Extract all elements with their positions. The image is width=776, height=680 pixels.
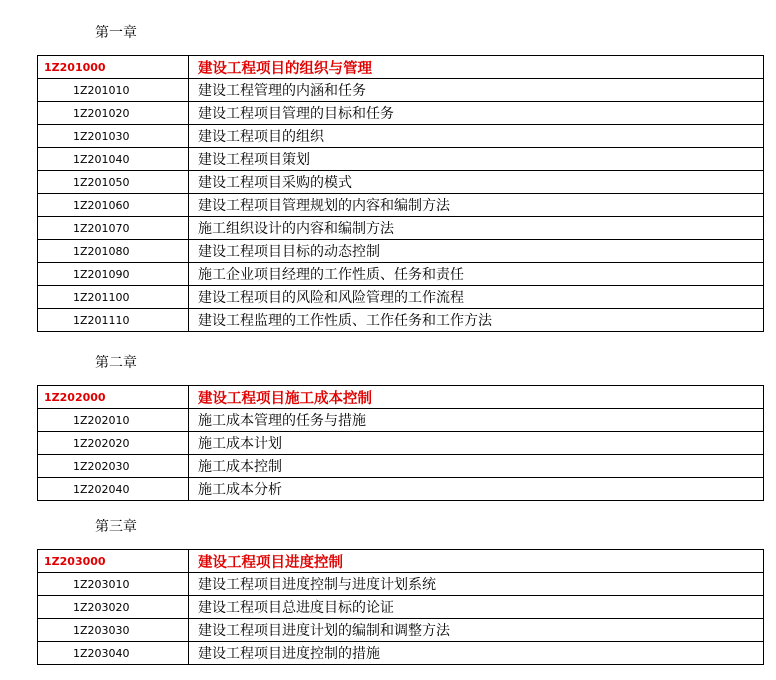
chapter-2-label: 第二章 — [95, 355, 137, 371]
row-code: 1Z202040 — [38, 478, 189, 501]
table-row — [38, 309, 764, 332]
row-code: 1Z201060 — [38, 194, 189, 217]
row-title: 建设工程项目管理规划的内容和编制方法 — [189, 194, 764, 217]
table-row — [38, 619, 764, 642]
row-title: 施工成本分析 — [189, 478, 764, 501]
table-row — [38, 478, 764, 501]
table-row — [38, 194, 764, 217]
row-title: 施工企业项目经理的工作性质、任务和责任 — [189, 263, 764, 286]
table-row — [38, 125, 764, 148]
table-row — [38, 148, 764, 171]
table-row — [38, 263, 764, 286]
table-row — [38, 642, 764, 665]
row-code: 1Z201080 — [38, 240, 189, 263]
row-title: 建设工程项目的组织 — [189, 125, 764, 148]
row-code: 1Z202010 — [38, 409, 189, 432]
row-code: 1Z203040 — [38, 642, 189, 665]
row-code: 1Z202020 — [38, 432, 189, 455]
row-code: 1Z203010 — [38, 573, 189, 596]
table-row — [38, 217, 764, 240]
row-title: 建设工程项目管理的目标和任务 — [189, 102, 764, 125]
section-code: 1Z202000 — [38, 386, 189, 409]
row-code: 1Z201090 — [38, 263, 189, 286]
section-title: 建设工程项目进度控制 — [189, 550, 764, 573]
section-code: 1Z203000 — [38, 550, 189, 573]
table-row — [38, 432, 764, 455]
row-code: 1Z201040 — [38, 148, 189, 171]
section-code: 1Z201000 — [38, 56, 189, 79]
table-row — [38, 455, 764, 478]
chapter-3-table — [37, 549, 764, 665]
table-row — [38, 79, 764, 102]
row-title: 建设工程项目总进度目标的论证 — [189, 596, 764, 619]
table-row — [38, 409, 764, 432]
row-title: 施工组织设计的内容和编制方法 — [189, 217, 764, 240]
chapter-1-label: 第一章 — [95, 25, 137, 41]
table-row — [38, 286, 764, 309]
chapter-2-table — [37, 385, 764, 501]
section-header-row — [38, 386, 764, 409]
row-code: 1Z201010 — [38, 79, 189, 102]
row-code: 1Z201110 — [38, 309, 189, 332]
row-title: 建设工程项目策划 — [189, 148, 764, 171]
section-title: 建设工程项目施工成本控制 — [189, 386, 764, 409]
row-title: 建设工程项目进度控制与进度计划系统 — [189, 573, 764, 596]
row-title: 建设工程项目采购的模式 — [189, 171, 764, 194]
row-title: 建设工程项目进度计划的编制和调整方法 — [189, 619, 764, 642]
table-row — [38, 102, 764, 125]
row-title: 施工成本管理的任务与措施 — [189, 409, 764, 432]
section-title: 建设工程项目的组织与管理 — [189, 56, 764, 79]
row-code: 1Z201050 — [38, 171, 189, 194]
row-code: 1Z201070 — [38, 217, 189, 240]
table-row — [38, 596, 764, 619]
chapter-3-label: 第三章 — [95, 519, 137, 535]
row-title: 建设工程项目目标的动态控制 — [189, 240, 764, 263]
row-code: 1Z203030 — [38, 619, 189, 642]
table-row — [38, 171, 764, 194]
row-title: 建设工程监理的工作性质、工作任务和工作方法 — [189, 309, 764, 332]
row-code: 1Z202030 — [38, 455, 189, 478]
row-title: 施工成本控制 — [189, 455, 764, 478]
row-title: 建设工程项目的风险和风险管理的工作流程 — [189, 286, 764, 309]
chapter-1-table — [37, 55, 764, 332]
row-code: 1Z201100 — [38, 286, 189, 309]
section-header-row — [38, 550, 764, 573]
row-code: 1Z203020 — [38, 596, 189, 619]
table-row — [38, 240, 764, 263]
row-title: 施工成本计划 — [189, 432, 764, 455]
row-title: 建设工程管理的内涵和任务 — [189, 79, 764, 102]
section-header-row — [38, 56, 764, 79]
row-code: 1Z201020 — [38, 102, 189, 125]
row-title: 建设工程项目进度控制的措施 — [189, 642, 764, 665]
row-code: 1Z201030 — [38, 125, 189, 148]
table-row — [38, 573, 764, 596]
